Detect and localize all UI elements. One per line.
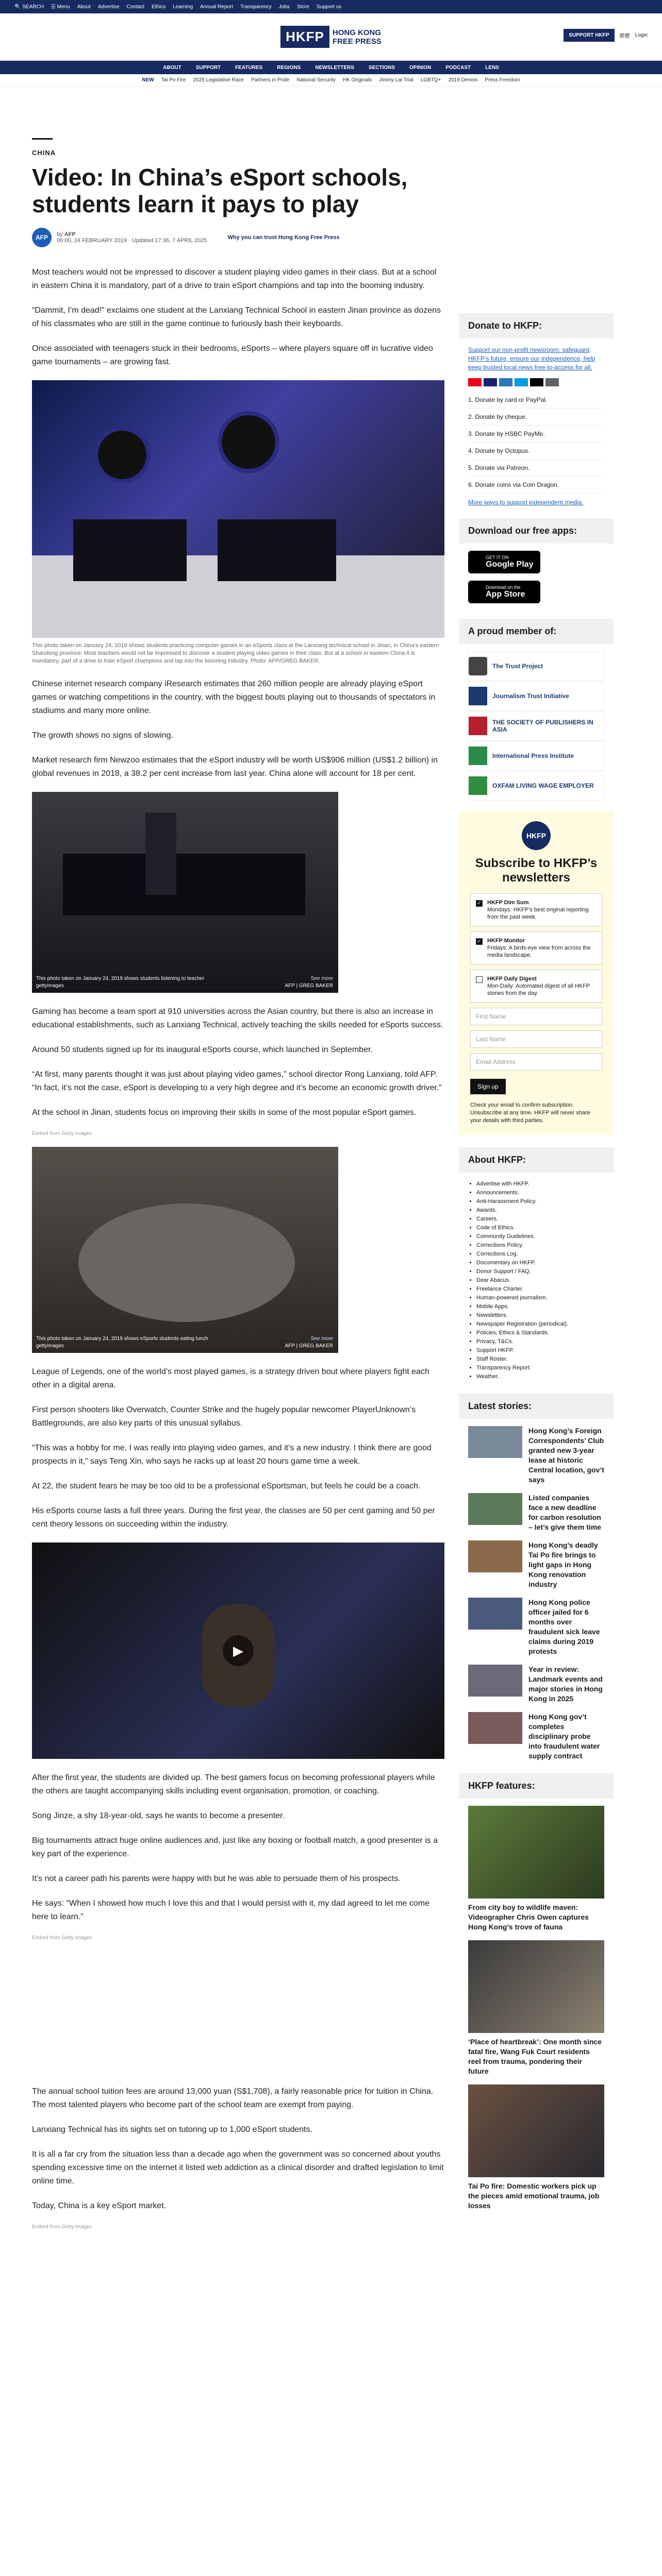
about-link[interactable]: • Corrections Log. (476, 1250, 604, 1259)
nav-opinion[interactable]: OPINION (409, 64, 432, 71)
search-link[interactable]: 🔍 SEARCH (14, 4, 44, 10)
about-link[interactable]: • Careers. (476, 1215, 604, 1224)
jti-icon (469, 687, 487, 705)
trending-link[interactable]: Press Freedom (485, 77, 520, 83)
latest-list (459, 1426, 614, 1761)
googlepay-icon (545, 378, 559, 386)
logo-box: HKFP (280, 26, 329, 48)
checked-icon[interactable]: ✓ (476, 938, 483, 945)
member-logo[interactable]: International Press Institute (468, 741, 604, 771)
feature-image[interactable] (468, 1940, 604, 2033)
photo-credit: AFP | GREG BAKER (285, 1343, 333, 1349)
visa-icon (484, 378, 497, 386)
language-switch[interactable]: 繁體 (619, 33, 630, 39)
about-link[interactable]: • Awards. (476, 1206, 604, 1215)
donate-intro[interactable]: Support our non-profit newsroom: safeguard HKFP’s future, ensure our independence, help keep trusted local news free-to-access for all. (468, 346, 595, 371)
trending-bar (0, 74, 662, 87)
paragraph: His eSports course lasts a full three years. During the first year, the classes are 50 per cent gaming and 50 per cent theory lessons on succeeding within the industry. (32, 1506, 435, 1529)
paragraph: Gaming has become a team sport at 910 universities across the Asian country, but there is also an increase in educational establishments, such as Lanxiang Technical, actively teaching the skills needed for eSports success. (32, 1007, 443, 1029)
features-list (459, 1806, 614, 2211)
signup-note: Check your email to confirm subscription. Unsubscribe at any time. HKFP will never share your details with third parties. (470, 1102, 590, 1124)
trending-link[interactable]: Jimmy Lai Trial (379, 77, 413, 83)
donate-item[interactable]: 1. Donate by card or PayPal. (468, 392, 604, 409)
top-link[interactable]: Annual Report (200, 4, 234, 10)
latest-story[interactable]: Year in review: Landmark events and major stories in Hong Kong in 2025 (468, 1665, 604, 1704)
latest-story[interactable]: Hong Kong gov’t completes disciplinary probe into fraudulent water supply contract (468, 1712, 604, 1761)
about-link[interactable]: • Policies, Ethics & Standards. (476, 1329, 604, 1337)
latest-story[interactable]: Hong Kong police officer jailed for 6 months over fraudulent sick leave claims during 2019 protests (468, 1598, 604, 1656)
story-thumbnail[interactable] (468, 1426, 522, 1458)
play-icon[interactable]: ▶ (223, 1635, 254, 1666)
ipi-icon (469, 747, 487, 765)
author-name[interactable]: AFP (64, 231, 76, 238)
photo-credit: AFP | GREG BAKER (285, 983, 333, 989)
support-hkfp-button[interactable]: SUPPORT HKFP (564, 29, 614, 42)
top-link[interactable]: Jobs (278, 4, 290, 10)
byline: AFP by AFP 06:00, 24 FEBRUARY 2019 · Updated 17:36, 7 APRIL 2025 Why you can trust Hong Kong Free Press (32, 228, 444, 247)
top-link[interactable]: Ethics (151, 4, 166, 10)
menu-link[interactable]: ☰ Menu (51, 4, 70, 10)
member-logo[interactable]: Journalism Trust Initiative (468, 681, 604, 711)
see-more-link[interactable]: See more (310, 1336, 333, 1342)
nav-support[interactable]: SUPPORT (195, 64, 221, 71)
nav-podcast[interactable]: PODCAST (445, 64, 471, 71)
lead-caption: This photo taken on January 24, 2019 shows students practicing computer games in an eSports class at the Lanxiang technical school in Jinan, in China’s eastern Shandong province. Most teachers would not be impressed to discover a student playing video games in their class. But at a school in eastern China it is mandatory, part of a drive to train eSport champions and tap into the booming industry. Photo: AFP/GREG BAKER. (32, 642, 439, 664)
about-link[interactable]: • Dear Abacus. (476, 1276, 604, 1285)
member-logos (459, 651, 614, 811)
paragraph: After the first year, the students are divided up. The best gamers focus on becoming professional players while the others are taught accompanying skills including event organisation, promotion, or coaching. (32, 1773, 435, 1795)
paragraph: At 22, the student fears he may be too old to be a professional eSportsman, but feels he could be a coach. (32, 1482, 421, 1490)
nav-about[interactable]: ABOUT (163, 64, 181, 71)
lead-figure (32, 380, 444, 665)
category-rule (32, 138, 53, 140)
member-heading: A proud member of: (459, 619, 614, 644)
nav-newsletters[interactable]: NEWSLETTERS (315, 64, 354, 71)
donate-item[interactable]: 5. Donate via Patreon. (468, 460, 604, 477)
main-nav (0, 61, 662, 74)
nav-sections[interactable]: SECTIONS (368, 64, 395, 71)
getty-logo[interactable]: gettyimages (36, 1343, 64, 1349)
story-thumbnail[interactable] (468, 1665, 522, 1697)
story-thumbnail[interactable] (468, 1712, 522, 1744)
paragraph: “This was a hobby for me, I was really into playing video games, and it’s a new industry. I think there are good prospects in it,” says Teng Xin, who says he racks up at least 20 hours game time a week. (32, 1444, 432, 1466)
member-logo[interactable]: OXFAM LIVING WAGE EMPLOYER (468, 771, 604, 801)
about-link[interactable]: • Corrections Policy. (476, 1241, 604, 1250)
trending-link[interactable]: National Security (296, 77, 336, 83)
newsletter-option[interactable]: HKFP Daily Digest Mon-Daily: Automated digest of all HKFP stories from the day. (470, 970, 602, 1003)
article (32, 138, 444, 2240)
see-more-link[interactable]: See more (310, 976, 333, 981)
payment-icons (459, 378, 614, 386)
oxfam-icon (469, 776, 487, 795)
video-frame[interactable] (32, 1543, 444, 1759)
article-category[interactable]: CHINA (32, 149, 56, 157)
feature-image[interactable] (468, 1806, 604, 1899)
donate-heading: Donate to HKFP: (459, 313, 614, 338)
donate-item[interactable]: 6. Donate coins via Coin Dragon. (468, 477, 604, 494)
trending-link[interactable]: Tai Po Fire (161, 77, 186, 83)
applepay-icon (530, 378, 543, 386)
hkfp-badge: HKFP (522, 821, 551, 850)
logo-line-1: HONG KONG (332, 28, 382, 37)
paragraph: It’s not a career path his parents were happy with but he was able to persuade them of his prospects. (32, 1874, 401, 1883)
newsletter-option[interactable]: ✓ HKFP Dim Sum Mondays: HKFP’s best original reporting from the past week. (470, 893, 602, 926)
checked-icon[interactable]: ✓ (476, 900, 483, 907)
getty-caption: This photo taken on January 24, 2019 shows eSports students eating lunch (36, 1336, 208, 1342)
paragraph: Once associated with teenagers stuck in their bedrooms, eSports – where players square off in lucrative video game tournaments – are growing fast. (32, 344, 433, 366)
embed-label: Embed from Getty Images (32, 1131, 92, 1137)
updated-date: Updated 17:36, 7 APRIL 2025 (131, 238, 207, 244)
trending-link[interactable]: HK Originals (342, 77, 372, 83)
paragraph: “At first, many parents thought it was just about playing video games,” school director Rong Lanxiang, told AFP. “In fact, it’s not the case, eSport is developing to a very high degree and it’s become an economic growth driver.” (32, 1070, 442, 1092)
about-link[interactable]: • Weather. (476, 1372, 604, 1381)
paragraph: At the school in Jinan, students focus on improving their skills in some of the most popular eSport games. (32, 1108, 417, 1117)
paragraph: The annual school tuition fees are around 13,000 yuan (S$1,708), a fairly reasonable price for tuition in China. The most talented players who become part of the school team are exempt from paying. (32, 2087, 434, 2109)
trust-link[interactable]: Why you can trust Hong Kong Free Press (227, 234, 340, 241)
about-link[interactable]: • Support HKFP. (476, 1346, 604, 1355)
newsletter-option[interactable]: ✓ HKFP Monitor Fridays: A birds-eye view from across the media landscape. (470, 931, 602, 964)
about-list (459, 1180, 614, 1381)
new-badge: NEW (142, 77, 154, 83)
author-avatar: AFP (32, 228, 52, 247)
last-name-input[interactable]: Last Name (470, 1030, 602, 1048)
about-link[interactable]: • Community Guidelines. (476, 1232, 604, 1241)
logo-line-2: FREE PRESS (332, 37, 382, 46)
mastercard-icon (468, 378, 482, 386)
lead-photo[interactable] (32, 380, 444, 638)
video-player (32, 1543, 444, 1759)
embed-label: Embed from Getty Images (32, 1935, 92, 1941)
feature-image[interactable] (468, 2084, 604, 2177)
trust-project-icon (469, 657, 487, 675)
paypal-icon (515, 378, 528, 386)
nav-lens[interactable]: LENS (485, 64, 499, 71)
paragraph: It is all a far cry from the situation less than a decade ago when the government was so concerned about youths spending excessive time on the internet it listed web addiction as a clinical disorder and drafted legislation to limit online time. (32, 2150, 444, 2185)
trending-link[interactable]: 2019 Demos (448, 77, 478, 83)
paragraph: Chinese internet research company iResearch estimates that 260 million people are already playing eSport games or watching competitions in the country, with the biggest bouts playing out to thousands of spectators in stadiums and many more online. (32, 680, 436, 715)
about-link[interactable]: • Anti-Harassment Policy. (476, 1197, 604, 1206)
features-heading: HKFP features: (459, 1773, 614, 1799)
about-link[interactable]: • Code of Ethics. (476, 1224, 604, 1232)
publish-date: 06:00, 24 FEBRUARY 2019 (57, 238, 127, 244)
paragraph: Lanxiang Technical has its sights set on tutoring up to 1,000 eSport students. (32, 2125, 313, 2134)
paragraph: Song Jinze, a shy 18-year-old, says he wants to become a presenter. (32, 1811, 285, 1820)
top-link[interactable]: About (77, 4, 91, 10)
about-link[interactable]: • Staff Roster. (476, 1355, 604, 1364)
story-thumbnail[interactable] (468, 1598, 522, 1630)
about-heading: About HKFP: (459, 1147, 614, 1173)
latest-story[interactable]: Hong Kong’s Foreign Correspondents’ Club granted new 3-year lease at historic Central location, gov’t says (468, 1426, 604, 1485)
about-link[interactable]: • Announcements. (476, 1189, 604, 1197)
getty-logo[interactable]: gettyimages (36, 983, 64, 989)
story-thumbnail[interactable] (468, 1493, 522, 1525)
donate-item[interactable]: 3. Donate by HSBC PayMe. (468, 426, 604, 443)
login-link[interactable]: Login (635, 32, 648, 38)
paragraph: Around 50 students signed up for its inaugural eSports course, which launched in September. (32, 1045, 373, 1054)
embed-label: Embed from Getty Images (32, 2224, 92, 2230)
feature-story[interactable]: From city boy to wildlife maven: Videographer Chris Owen captures Hong Kong’s trove of fauna (468, 1806, 604, 1932)
getty-embed-1 (32, 792, 338, 993)
story-thumbnail[interactable] (468, 1540, 522, 1572)
google-play-big: Google Play (486, 560, 534, 569)
about-link[interactable]: • Donor Support / FAQ. (476, 1267, 604, 1276)
getty-embed-2 (32, 1147, 338, 1353)
paragraph: Market research firm Newzoo estimates that the eSport industry will be worth US$906 million (US$1.2 billion) in global revenues in 2018, a 38.2 per cent increase from last year. China alone will account for 18 per cent. (32, 756, 438, 778)
about-link[interactable]: • Human-powered journalism. (476, 1294, 604, 1302)
feature-story[interactable]: Tai Po fire: Domestic workers pick up the pieces amid emotional trauma, job losses (468, 2084, 604, 2211)
getty-photo-classroom[interactable] (32, 792, 338, 993)
paragraph: “Dammit, I’m dead!” exclaims one student at the Lanxiang Technical School in eastern Jinan province as dozens of his classmates who are still in the game continue to furiously bash their keyboards. (32, 306, 441, 328)
paragraph: Most teachers would not be impressed to discover a student playing video games in their class. But at a school in eastern China it is mandatory, part of a drive to train eSport champions and tap into the booming industry. (32, 268, 437, 290)
top-link[interactable]: Learning (173, 4, 193, 10)
newsletter-signup (459, 811, 614, 1135)
getty-photo-lunch[interactable] (32, 1147, 338, 1353)
by-label: by (57, 231, 63, 238)
top-link[interactable]: Support us (316, 4, 342, 10)
getty-caption: This photo taken on January 24, 2019 shows students listening to teacher (36, 976, 205, 981)
top-link[interactable]: Contact (126, 4, 144, 10)
about-link[interactable]: • Privacy, T&Cs. (476, 1337, 604, 1346)
sidebar (459, 313, 614, 2219)
about-link[interactable]: • Freelance Charter. (476, 1285, 604, 1294)
donate-item[interactable]: 2. Donate by cheque. (468, 409, 604, 426)
donate-item[interactable]: 4. Donate by Octopus. (468, 443, 604, 460)
about-link[interactable]: • Newspaper Registration (periodical). (476, 1320, 604, 1329)
top-link[interactable]: Transparency (240, 4, 272, 10)
trending-link[interactable]: 2025 Legislative Race (193, 77, 244, 83)
app-store-button[interactable] (468, 581, 540, 603)
latest-story[interactable]: Hong Kong’s deadly Tai Po fire brings to light gaps in Hong Kong renovation industry (468, 1540, 604, 1589)
empty-embed-space (32, 1951, 444, 2085)
paragraph: League of Legends, one of the world’s most played games, is a strategy driven bout where players fight each other in a digital arena. (32, 1367, 429, 1389)
more-ways-link[interactable]: More ways to support independent media. (468, 499, 584, 506)
trending-link[interactable]: Partners in Pride (251, 77, 290, 83)
paragraph: Today, China is a key eSport market. (32, 2201, 167, 2210)
newsletter-title: Subscribe to HKFP’s newsletters (475, 856, 598, 885)
donate-list (459, 392, 614, 494)
top-utility-bar (0, 0, 662, 13)
member-logo[interactable]: The Trust Project (468, 651, 604, 681)
latest-story[interactable]: Listed companies face a new deadline for carbon resolution – let’s give them time (468, 1493, 604, 1532)
sopa-icon (469, 717, 487, 735)
apps-heading: Download our free apps: (459, 518, 614, 544)
about-link[interactable]: • Advertise with HKFP. (476, 1180, 604, 1189)
amex-icon (499, 378, 512, 386)
unchecked-icon[interactable] (476, 976, 483, 983)
latest-heading: Latest stories: (459, 1394, 614, 1419)
feature-story[interactable]: ‘Place of heartbreak’: One month since fatal fire, Wang Fuk Court residents reel from trauma, pondering their future (468, 1940, 604, 2076)
email-input[interactable]: Email Address (470, 1053, 602, 1071)
paragraph: The growth shows no signs of slowing. (32, 731, 173, 740)
about-link[interactable]: • Documentary on HKFP. (476, 1259, 604, 1267)
site-logo[interactable] (280, 26, 382, 48)
nav-regions[interactable]: REGIONS (277, 64, 301, 71)
top-link[interactable]: Store (296, 4, 309, 10)
paragraph: First person shooters like Overwatch, Counter Strike and the hugely popular newcomer PlayerUnknown’s Battlegrounds, are also key parts of this unusual syllabus. (32, 1405, 416, 1428)
site-header (0, 13, 662, 61)
app-store-big: App Store (486, 590, 525, 599)
about-link[interactable]: • Newsletters. (476, 1311, 604, 1320)
signup-button[interactable]: Sign up (470, 1079, 506, 1094)
paragraph: Big tournaments attract huge online audiences and, just like any boxing or football match, a good presenter is a key part of the experience. (32, 1836, 438, 1858)
nav-features[interactable]: FEATURES (235, 64, 263, 71)
about-link[interactable]: • Mobile Apps. (476, 1302, 604, 1311)
article-title: Video: In China’s eSport schools, students learn it pays to play (32, 164, 408, 217)
paragraph: He says: “When I showed how much I love this and that I would persist with it, my dad agreed to let me come here to learn.” (32, 1899, 430, 1921)
first-name-input[interactable]: First Name (470, 1008, 602, 1025)
about-link[interactable]: • Transparency Report. (476, 1364, 604, 1372)
member-logo[interactable]: THE SOCIETY OF PUBLISHERS IN ASIA (468, 711, 604, 741)
google-play-button[interactable] (468, 551, 540, 573)
top-link[interactable]: Advertise (97, 4, 120, 10)
app-store-small: Download on the (486, 585, 521, 590)
google-play-small: GET IT ON (486, 555, 509, 560)
trending-link[interactable]: LGBTQ+ (420, 77, 441, 83)
